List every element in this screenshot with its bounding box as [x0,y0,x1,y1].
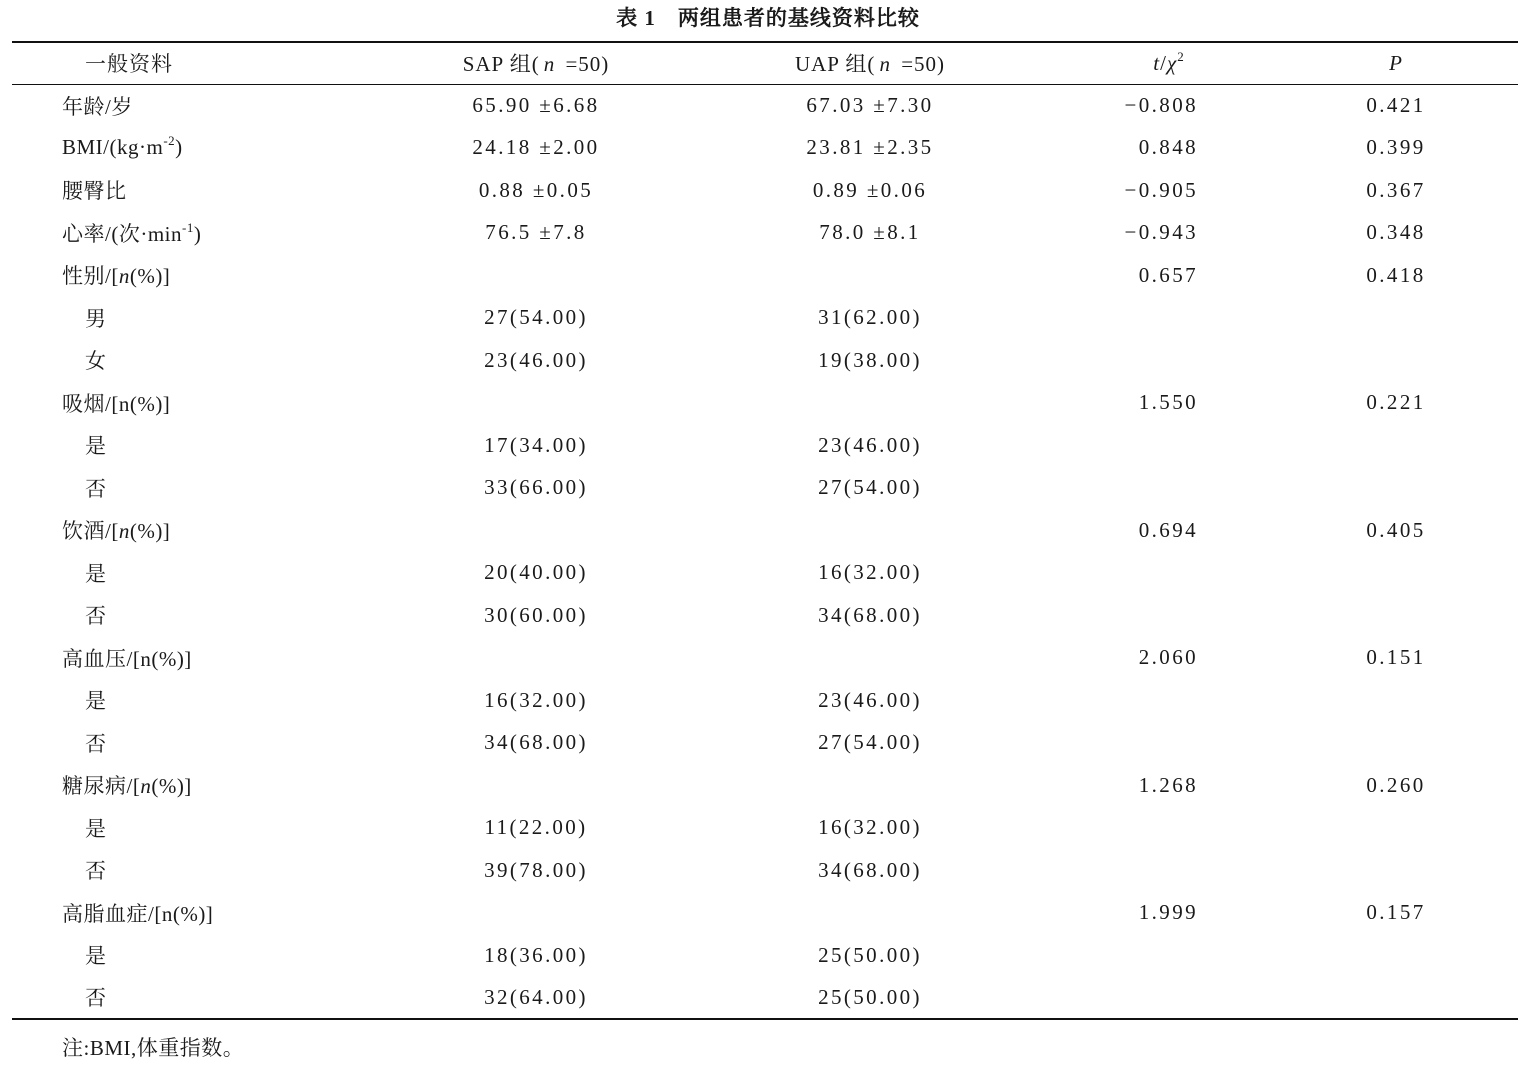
p-value [1300,467,1518,510]
variable-label [12,212,370,255]
p-value: 0.405 [1366,517,1426,542]
category-row [12,849,1518,892]
italic-symbol: n [118,264,130,289]
sap-value: 34(68.00) [484,730,588,755]
variable-label [12,509,370,552]
text-segment: SAP 组( [462,52,540,77]
italic-symbol: n [543,52,556,77]
uap-value: 31(62.00) [818,305,922,330]
text-segment: 高血压/[n(%)] [62,646,192,671]
category-label: 是 [85,561,107,586]
italic-symbol: χ [1166,50,1178,75]
category-row [12,552,1518,595]
category-label: 否 [85,476,107,501]
variable-label [12,382,370,425]
category-label: 女 [85,349,107,374]
variable-row [12,169,1518,212]
sap-value: 30(60.00) [484,602,588,627]
table-title: 表 1 两组患者的基线资料比较 [616,6,920,30]
category-label: 是 [85,689,107,714]
variable-row [12,637,1518,680]
variable-row [12,212,1518,255]
sap-value: 33(66.00) [484,475,588,500]
test-statistic-value: 0.694 [1138,517,1198,542]
sap-value: 23(46.00) [484,347,588,372]
uap-value: 25(50.00) [818,984,922,1009]
category-row [12,424,1518,467]
test-statistic-value [1038,807,1300,850]
variable-label [12,764,370,807]
p-value: 0.367 [1366,177,1426,202]
p-value [1300,934,1518,977]
text-segment: 腰臀比 [62,179,127,204]
uap-value: 34(68.00) [818,602,922,627]
category-label: 是 [85,816,107,841]
test-statistic-value: 1.268 [1138,772,1198,797]
uap-value [702,637,1038,680]
uap-value: 23(46.00) [818,687,922,712]
category-label: 男 [85,306,107,331]
p-value [1300,977,1518,1020]
p-value [1300,424,1518,467]
p-value [1300,339,1518,382]
uap-value: 19(38.00) [818,347,922,372]
variable-label [12,892,370,935]
category-row [12,977,1518,1020]
variable-row [12,84,1518,127]
baseline-table [12,41,1518,1020]
superscript-text: 2 [1177,48,1185,64]
uap-value: 23.81 ±2.35 [806,135,934,160]
sap-value: 16(32.00) [484,687,588,712]
test-statistic-value [1038,679,1300,722]
text-segment: (%)] [129,264,171,289]
uap-value [702,382,1038,425]
p-value [1300,552,1518,595]
text-segment: ) [193,221,202,246]
p-value [1300,297,1518,340]
uap-value [702,254,1038,297]
variable-label [12,169,370,212]
test-statistic-value [1038,934,1300,977]
uap-value: 27(54.00) [818,730,922,755]
header-general-data: 一般资料 [12,42,370,84]
test-statistic-value [1038,594,1300,637]
variable-label [12,84,370,127]
uap-value: 34(68.00) [818,857,922,882]
category-row [12,679,1518,722]
category-label: 是 [85,434,107,459]
superscript-text: -2 [163,133,176,149]
text-segment: UAP 组( [794,52,876,77]
category-label: 否 [85,986,107,1011]
test-statistic-value [1038,977,1300,1020]
sap-value [370,892,702,935]
p-value: 0.151 [1366,645,1426,670]
test-statistic-value [1038,722,1300,765]
header-row [12,42,1518,84]
category-label: 否 [85,604,107,629]
header-test-statistic [1038,42,1300,84]
sap-value [370,254,702,297]
header-p-value [1300,42,1518,84]
test-statistic-value: 1.999 [1138,900,1198,925]
sap-value: 39(78.00) [484,857,588,882]
uap-value: 25(50.00) [818,942,922,967]
italic-symbol: n [140,774,152,799]
category-row [12,594,1518,637]
p-value [1300,679,1518,722]
text-segment: 糖尿病/[ [62,774,141,799]
superscript-text: -1 [182,219,194,235]
variable-label [12,637,370,680]
test-statistic-value: −0.905 [1124,177,1198,202]
variable-row [12,509,1518,552]
category-row [12,722,1518,765]
category-label: 否 [85,859,107,884]
sap-value: 27(54.00) [484,305,588,330]
text-segment: 性别/[ [62,264,119,289]
text-segment: BMI/(kg·m [62,135,164,160]
test-statistic-value: 0.657 [1138,262,1198,287]
sap-value: 17(34.00) [484,432,588,457]
test-statistic-value [1038,297,1300,340]
variable-label [12,254,370,297]
uap-value [702,764,1038,807]
p-value [1300,807,1518,850]
variable-row [12,254,1518,297]
test-statistic-value [1038,339,1300,382]
sap-value: 76.5 ±7.8 [485,220,587,245]
category-row [12,467,1518,510]
category-row [12,339,1518,382]
text-segment: 年龄/岁 [62,94,133,119]
uap-value [702,509,1038,552]
text-segment: (%)] [151,774,192,799]
test-statistic-value: 2.060 [1138,645,1198,670]
uap-value [702,892,1038,935]
text-segment: ) [175,135,183,160]
uap-value: 67.03 ±7.30 [806,93,934,117]
test-statistic-value [1038,849,1300,892]
p-value: 0.348 [1366,220,1426,245]
category-row [12,297,1518,340]
uap-value: 0.89 ±0.06 [812,177,928,202]
table-body [12,84,1518,1019]
sap-value: 24.18 ±2.00 [472,135,600,160]
sap-value: 65.90 ±6.68 [472,93,600,117]
p-value: 0.418 [1366,262,1426,287]
uap-value: 27(54.00) [818,475,922,500]
variable-label [12,127,370,170]
sap-value: 11(22.00) [484,815,588,840]
variable-row [12,127,1518,170]
uap-value: 78.0 ±8.1 [819,220,921,245]
p-value [1300,722,1518,765]
text-segment: =50) [894,52,946,77]
sap-value [370,509,702,552]
italic-symbol: t [1153,50,1161,75]
test-statistic-value [1038,424,1300,467]
p-value: 0.260 [1366,772,1426,797]
p-value: 0.399 [1366,135,1426,160]
test-statistic-value: 1.550 [1138,390,1198,415]
test-statistic-value: −0.808 [1124,93,1198,117]
sap-value [370,764,702,807]
p-value [1300,849,1518,892]
category-label: 否 [85,731,107,756]
category-row [12,934,1518,977]
italic-symbol: P [1389,50,1403,75]
test-statistic-value: 0.848 [1138,135,1198,160]
variable-row [12,892,1518,935]
table-footnote: 注:BMI,体重指数。 [62,1036,245,1060]
p-value: 0.221 [1366,390,1426,415]
uap-value: 16(32.00) [818,815,922,840]
sap-value: 20(40.00) [484,560,588,585]
text-segment: 饮酒/[ [62,519,119,544]
p-value [1300,594,1518,637]
header-uap-group [702,42,1038,84]
text-segment: 心率/(次·min [62,221,182,246]
table-header [12,42,1518,84]
variable-row [12,382,1518,425]
text-segment: (%)] [129,519,171,544]
italic-symbol: n [118,519,130,544]
p-value: 0.157 [1366,900,1426,925]
italic-symbol: n [879,52,891,77]
sap-value: 0.88 ±0.05 [478,177,594,202]
text-segment: 吸烟/[n(%)] [62,391,171,416]
category-row [12,807,1518,850]
text-segment: 高脂血症/[n(%)] [62,901,214,926]
sap-value [370,382,702,425]
header-sap-group [370,42,702,84]
text-segment: / [1160,50,1167,75]
category-label: 是 [85,944,107,969]
text-segment: =50) [559,52,610,77]
test-statistic-value: −0.943 [1124,220,1198,245]
test-statistic-value [1038,552,1300,595]
uap-value: 23(46.00) [818,432,922,457]
sap-value [370,637,702,680]
sap-value: 18(36.00) [484,942,588,967]
sap-value: 32(64.00) [484,984,588,1009]
uap-value: 16(32.00) [818,560,922,585]
p-value: 0.421 [1366,93,1426,117]
test-statistic-value [1038,467,1300,510]
variable-row [12,764,1518,807]
